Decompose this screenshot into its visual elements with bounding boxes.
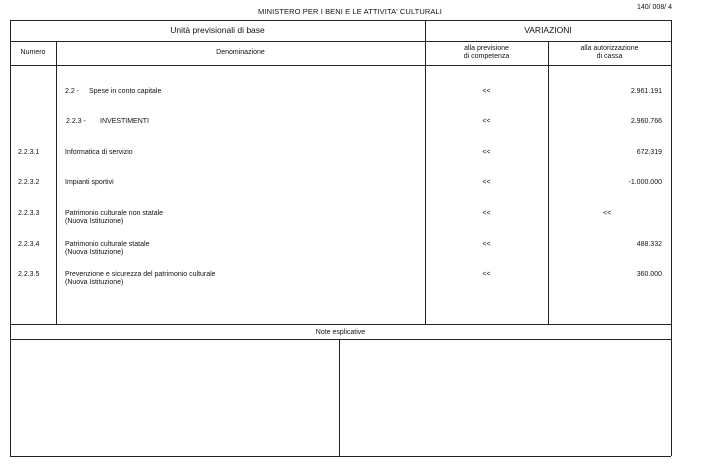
column-header-numero: Numero: [20, 49, 46, 56]
row-label: Patrimonio culturale non statale: [65, 210, 164, 217]
column-header-cassa-line1: alla autorizzazione: [580, 45, 639, 52]
row-sublabel: (Nuova Istituzione): [65, 249, 124, 256]
column-header-cassa-line2: di cassa: [596, 53, 623, 60]
row-numero: 2.2.3.3: [18, 210, 40, 217]
column-header-competenza-line1: alla previsione: [464, 45, 509, 52]
row-cassa: 672.319: [636, 149, 662, 156]
row-numero: 2.2.3.5: [18, 271, 40, 278]
row-prefix: 2.2.3 -: [66, 118, 86, 125]
notes-bottom-border: [10, 456, 671, 457]
row-cassa: 2.961.191: [630, 88, 662, 95]
row-prefix: 2.2 -: [65, 88, 80, 95]
table-bottom-border: [10, 324, 671, 325]
table-top-border: [10, 20, 671, 21]
notes-title: Note esplicative: [315, 329, 366, 336]
row-competenza: <<: [482, 149, 491, 156]
row-numero: 2.2.3.4: [18, 241, 40, 248]
row-cassa: -1.000.000: [628, 179, 662, 186]
section-variazioni: VARIAZIONI: [524, 25, 572, 35]
row-sublabel: (Nuova Istituzione): [65, 218, 124, 225]
row-label: Spese in conto capitale: [89, 88, 162, 95]
row-label: Impianti sportivi: [65, 179, 114, 186]
column-header-denominazione: Denominazione: [216, 49, 265, 56]
section-unita-previsionali: Unità previsionali di base: [170, 25, 265, 35]
row-cassa: 360.000: [636, 271, 662, 278]
notes-right-border: [671, 324, 672, 456]
numero-column-divider: [56, 41, 57, 324]
row-cassa: 2.960.766: [630, 118, 662, 125]
row-cassa: 488.332: [636, 241, 662, 248]
row-label: Informatica di servizio: [65, 149, 133, 156]
notes-left-border: [10, 324, 11, 456]
notes-title-divider: [10, 339, 671, 340]
page-reference: 140/ 008/ 4: [636, 4, 672, 11]
row-competenza: <<: [482, 241, 491, 248]
row-numero: 2.2.3.2: [18, 179, 40, 186]
column-header-competenza-line2: di competenza: [463, 53, 510, 60]
ministry-title: MINISTERO PER I BENI E LE ATTIVITA' CULTURALI: [258, 7, 442, 16]
row-competenza: <<: [482, 88, 491, 95]
row-competenza: <<: [482, 271, 491, 278]
row-label: INVESTIMENTI: [100, 118, 150, 125]
row-cassa: <<: [603, 210, 612, 217]
row-competenza: <<: [482, 118, 491, 125]
table-right-border: [671, 20, 672, 324]
row-sublabel: (Nuova Istituzione): [65, 279, 124, 286]
section-header-divider: [10, 41, 671, 42]
row-competenza: <<: [482, 210, 491, 217]
row-competenza: <<: [482, 179, 491, 186]
row-numero: 2.2.3.1: [18, 149, 40, 156]
row-label: Patrimonio culturale statale: [65, 241, 150, 248]
column-header-divider: [10, 65, 671, 66]
notes-center-divider: [339, 339, 340, 456]
table-left-border: [10, 20, 11, 324]
row-label: Prevenzione e sicurezza del patrimonio culturale: [65, 271, 216, 278]
